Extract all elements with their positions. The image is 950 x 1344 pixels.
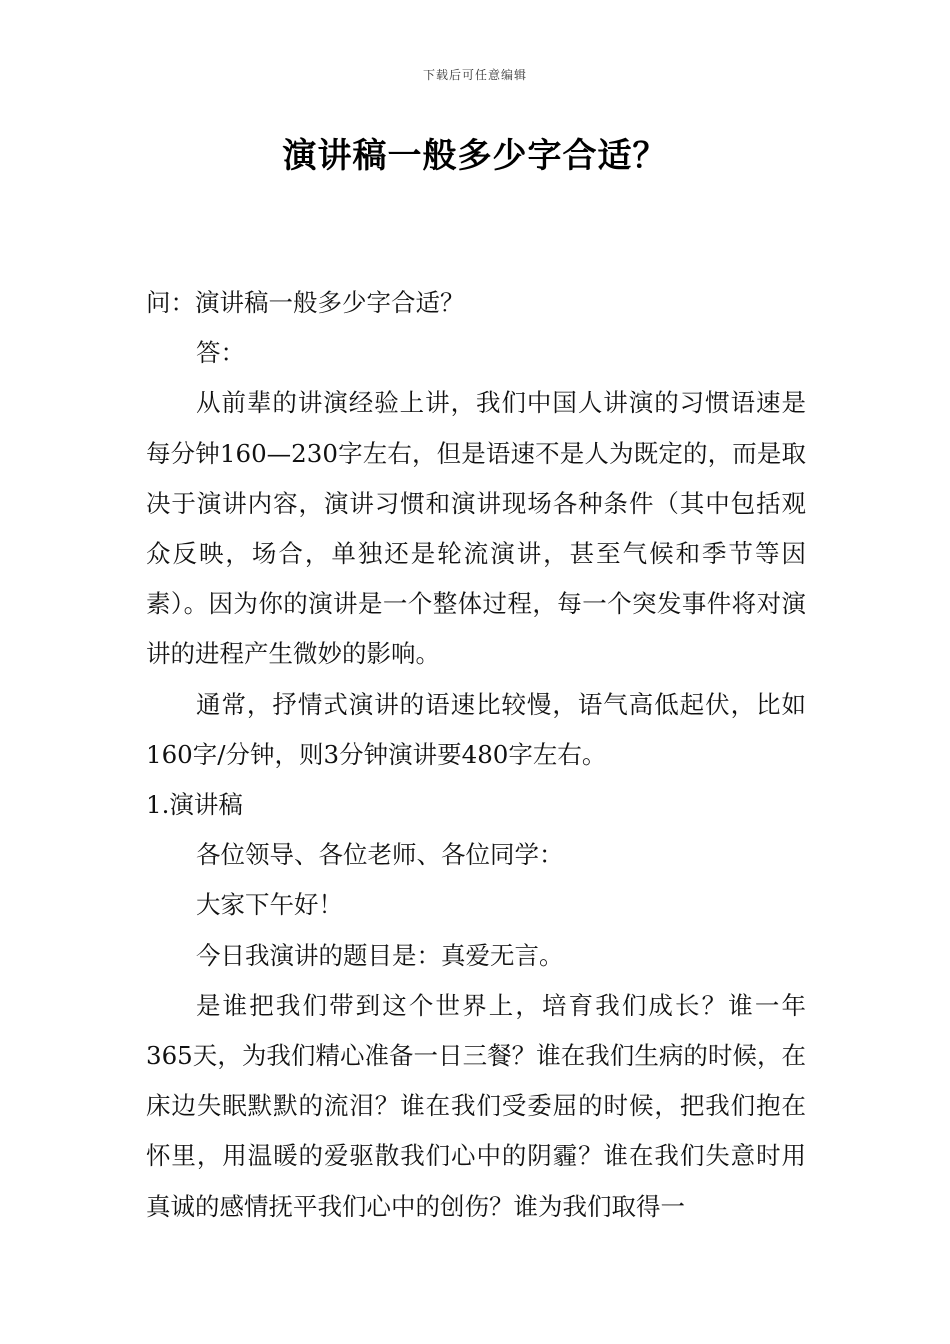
header-note: 下载后可任意编辑	[422, 68, 527, 82]
paragraph-topic: 今日我演讲的题目是：真爱无言。	[196, 940, 564, 970]
paragraph-speech-speed: 从前辈的讲演经验上讲，我们中国人讲演的习惯语速是每分钟160—230字左右，但是语速不是人为既定的，而是取决于演讲内容，演讲习惯和演讲现场各种条件（其中包括观众反映，场合，单独还是轮流演讲，甚至气候和季节等因素）。因为你的演讲是一个整体过程，每一个突发事件将对演讲的进程产生微妙的影响。	[146, 388, 806, 669]
document-body	[146, 278, 806, 1232]
paragraph-answer-label: 答：	[196, 338, 245, 368]
paragraph-lyrical-speed: 通常，抒情式演讲的语速比较慢，语气高低起伏，比如160字/分钟，则3分钟演讲要480字左右。	[146, 689, 806, 769]
section-heading-speech-draft: 1.演讲稿	[146, 790, 243, 820]
document-title: 演讲稿一般多少字合适？	[282, 136, 668, 176]
paragraph-greeting: 大家下午好！	[196, 890, 343, 920]
paragraph-salutation: 各位领导、各位老师、各位同学：	[196, 840, 564, 870]
paragraph-question: 问：演讲稿一般多少字合适？	[146, 288, 465, 317]
paragraph-who-questions: 是谁把我们带到这个世界上，培育我们成长？谁一年365天，为我们精心准备一日三餐？谁在我们生病的时候，在床边失眠默默的流泪？谁在我们受委屈的时候，把我们抱在怀里，用温暖的爱驱散我们心中的阴霾？谁在我们失意时用真诚的感情抚平我们心中的创伤？谁为我们取得一	[146, 990, 806, 1221]
